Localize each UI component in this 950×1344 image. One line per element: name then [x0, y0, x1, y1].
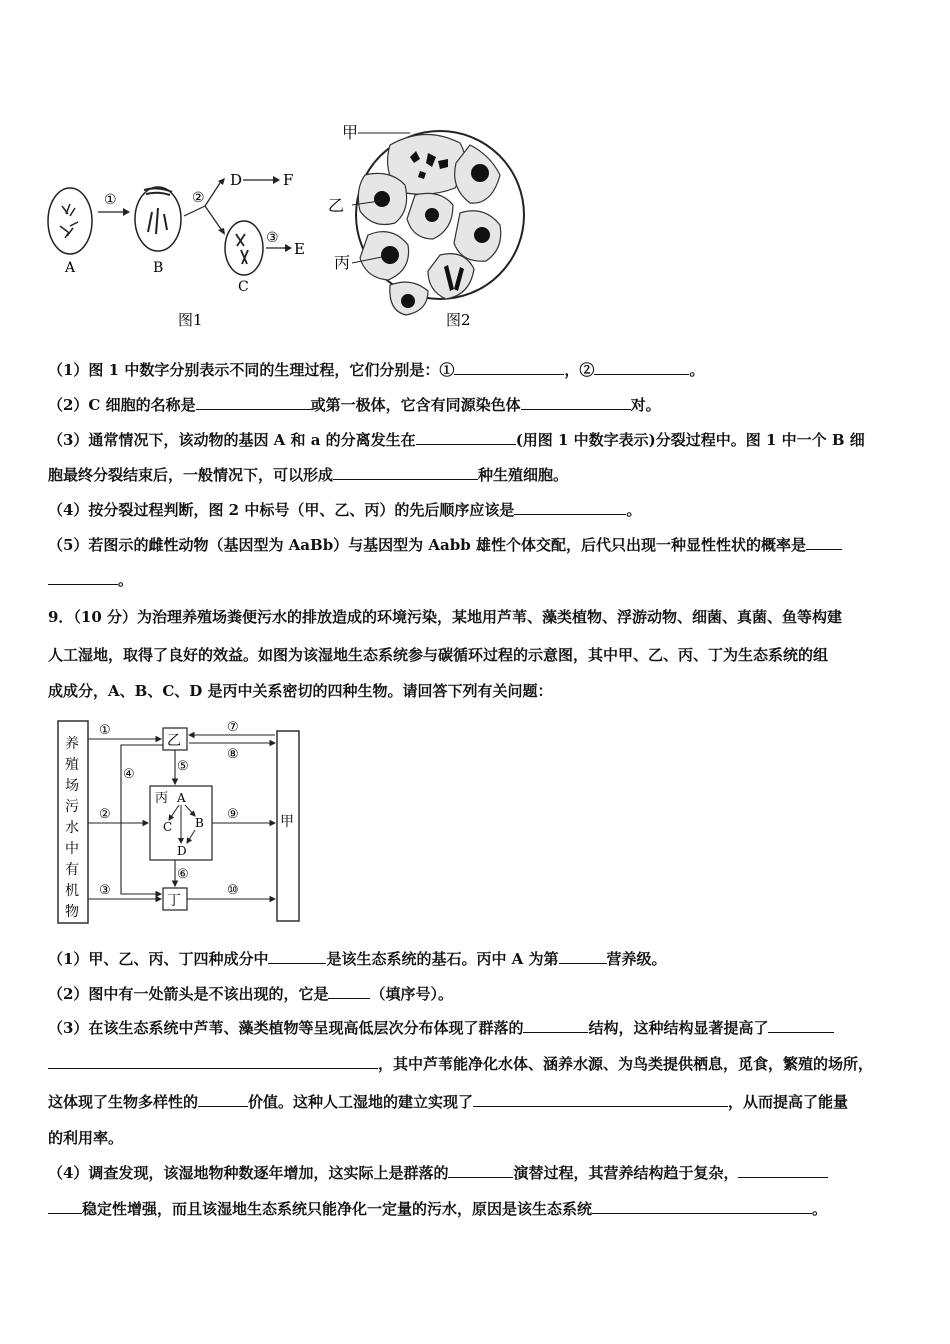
q9-line-7: （4）调查发现，该湿地物种数逐年增加，这实际上是群落的 演替过程，其营养结构趋于复杂， — [48, 1163, 828, 1183]
node-c: C — [163, 820, 173, 834]
arrow-2-down — [205, 206, 223, 232]
svg-text:⑥: ⑥ — [177, 867, 189, 882]
source-text — [65, 736, 79, 920]
fig1-caption: 图1 — [178, 311, 203, 329]
answer-blank[interactable] — [738, 1163, 828, 1178]
q9-line-2: （2）图中有一处箭头是不该出现的，它是 （填序号）。 — [48, 985, 453, 1003]
q9-intro-2: 人工湿地，取得了良好的效益。如图为该湿地生态系统参与碳循环过程的示意图，其中甲、乙、丙、丁为生态系统的组 — [48, 646, 829, 664]
svg-text:①: ① — [99, 723, 111, 738]
label-d: D — [230, 171, 243, 189]
svg-text:物: 物 — [65, 904, 79, 920]
answer-blank[interactable] — [448, 1163, 513, 1178]
svg-text:③: ③ — [99, 883, 111, 898]
step-3: ③ — [266, 230, 279, 246]
cell-a — [48, 188, 92, 254]
yi-label: 乙 — [167, 733, 181, 749]
answer-blank[interactable] — [48, 570, 118, 585]
answer-blank[interactable] — [48, 1054, 378, 1069]
answer-blank[interactable] — [521, 395, 631, 410]
cell-c — [225, 221, 263, 275]
svg-text:有: 有 — [65, 862, 79, 878]
label-a: A — [65, 260, 76, 276]
q8-line-4: 胞最终分裂结束后，一般情况下，可以形成 种生殖细胞。 — [48, 466, 569, 484]
figure-2 — [320, 115, 530, 330]
fig2-label-jia: 甲 — [342, 123, 359, 142]
fig2-label-bing: 丙 — [334, 253, 351, 272]
q8-line-7: 。 — [48, 570, 133, 590]
svg-text:殖: 殖 — [65, 757, 79, 773]
figure-1 — [40, 168, 320, 333]
q9-line-8: 稳定性增强，而且该湿地生态系统只能净化一定量的污水，原因是该生态系统 。 — [48, 1199, 827, 1219]
node-a: A — [177, 791, 186, 805]
node-d: D — [177, 844, 187, 858]
ding-label: 丁 — [167, 893, 181, 909]
svg-text:⑧: ⑧ — [227, 747, 239, 762]
svg-text:④: ④ — [123, 767, 135, 782]
svg-text:⑨: ⑨ — [227, 807, 239, 822]
label-f: F — [283, 171, 294, 189]
svg-text:水: 水 — [65, 820, 79, 836]
q8-line-2: （2）C 细胞的名称是 或第一极体，它含有同源染色体 对。 — [48, 396, 661, 414]
cell-a-chromosomes — [60, 204, 78, 238]
jia-label: 甲 — [280, 814, 294, 830]
cell-b-chromosomes — [144, 188, 172, 234]
answer-blank[interactable] — [473, 1092, 728, 1107]
answer-blank[interactable] — [523, 1018, 588, 1033]
answer-blank[interactable] — [268, 949, 326, 964]
step-1: ① — [104, 192, 117, 208]
answer-blank[interactable] — [592, 1199, 812, 1214]
label-c: C — [238, 279, 249, 295]
node-b: B — [195, 816, 204, 830]
arrow-2-up — [184, 206, 205, 216]
answer-blank[interactable] — [806, 535, 842, 550]
q8-line-5: （4）按分裂过程判断，图 2 中标号（甲、乙、丙）的先后顺序应该是 。 — [48, 501, 642, 519]
q9-line-1: （1）甲、乙、丙、丁四种成分中 是该生态系统的基石。丙中 A 为第 营养级。 — [48, 950, 667, 968]
fig2-label-yi: 乙 — [328, 196, 345, 215]
q9-intro-1: 9．（10 分）为治理养殖场粪便污水的排放造成的环境污染，某地用芦苇、藻类植物、浮游动物、细菌、真菌、鱼等构建 — [48, 608, 843, 626]
svg-text:机: 机 — [65, 883, 79, 899]
q9-line-4: ，其中芦苇能净化水体、涵养水源、为鸟类提供栖息，觅食，繁殖的场所， — [48, 1054, 873, 1074]
q9-intro-3: 成成分，A、B、C、D 是丙中关系密切的四种生物。请回答下列有关问题： — [48, 682, 553, 700]
svg-text:②: ② — [99, 807, 111, 822]
answer-blank[interactable] — [768, 1018, 834, 1033]
cell-c-chromosomes — [236, 234, 248, 264]
label-e: E — [294, 240, 305, 258]
svg-text:养: 养 — [65, 736, 79, 752]
q9-line-6: 的利用率。 — [48, 1129, 124, 1147]
answer-blank[interactable] — [196, 395, 311, 410]
answer-blank[interactable] — [454, 360, 564, 375]
svg-text:场: 场 — [65, 778, 79, 794]
svg-text:污: 污 — [65, 799, 79, 815]
q8-line-3: （3）通常情况下，该动物的基因 A 和 a 的分离发生在 (用图 1 中数字表示)分裂过程中。图 1 中一个 B 细 — [48, 431, 865, 449]
svg-text:中: 中 — [65, 841, 79, 857]
fig2-caption: 图2 — [446, 311, 471, 329]
q8-line-6: （5）若图示的雌性动物（基因型为 AaBb）与基因型为 Aabb 雄性个体交配，后代只出现一种显性性状的概率是 — [48, 535, 842, 555]
answer-blank[interactable] — [514, 500, 626, 515]
step-2: ② — [192, 190, 205, 206]
svg-text:⑦: ⑦ — [227, 720, 239, 735]
q9-line-3: （3）在该生态系统中芦苇、藻类植物等呈现高低层次分布体现了群落的 结构，这种结构显著提高了 — [48, 1018, 834, 1038]
answer-blank[interactable] — [559, 949, 607, 964]
food-web-arrows — [169, 805, 195, 843]
bing-label: 丙 — [155, 791, 169, 806]
answer-blank[interactable] — [198, 1092, 248, 1107]
answer-blank[interactable] — [328, 984, 370, 999]
carbon-cycle-diagram — [55, 718, 305, 928]
svg-text:⑤: ⑤ — [177, 759, 189, 774]
answer-blank[interactable] — [416, 430, 516, 445]
label-b: B — [153, 260, 164, 276]
answer-blank[interactable] — [594, 360, 689, 375]
answer-blank[interactable] — [333, 465, 478, 480]
arrow-2-split — [205, 180, 222, 206]
svg-text:⑩: ⑩ — [227, 883, 239, 898]
q8-line-1: （1）图 1 中数字分别表示不同的生理过程，它们分别是：① ，② 。 — [48, 361, 705, 379]
answer-blank[interactable] — [48, 1199, 82, 1214]
q9-line-5: 这体现了生物多样性的 价值。这种人工湿地的建立实现了 ，从而提高了能量 — [48, 1093, 849, 1111]
